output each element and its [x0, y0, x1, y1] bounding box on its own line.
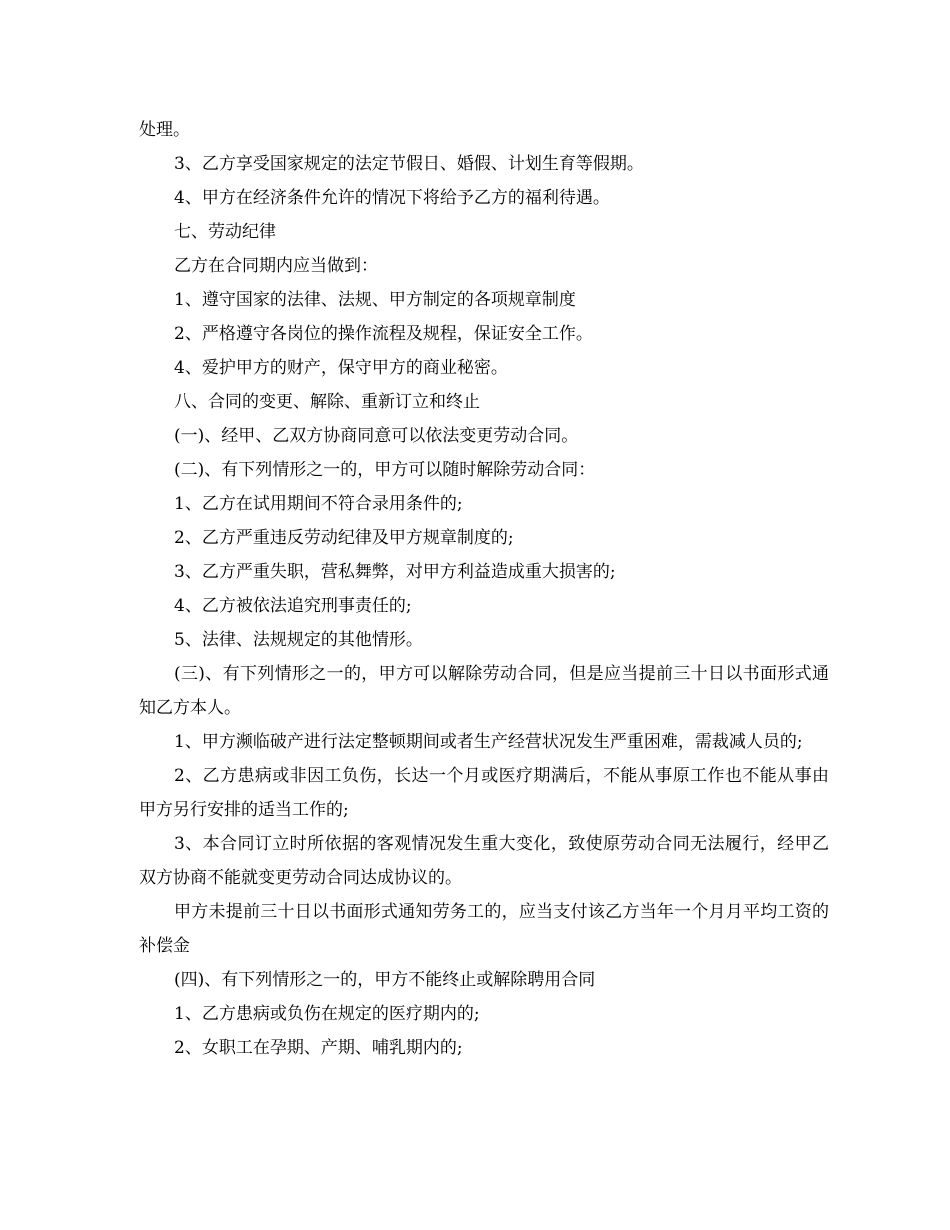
paragraph: 1、甲方濒临破产进行法定整顿期间或者生产经营状况发生严重困难，需裁减人员的;: [174, 732, 803, 752]
paragraph: 3、乙方享受国家规定的法定节假日、婚假、计划生育等假期。: [174, 154, 644, 174]
paragraph: 处理。: [139, 120, 190, 140]
paragraph: 1、乙方在试用期间不符合录用条件的;: [174, 494, 463, 514]
paragraph: 2、严格遵守各岗位的操作流程及规程，保证安全工作。: [174, 324, 593, 344]
paragraph: 3、本合同订立时所依据的客观情况发生重大变化，致使原劳动合同无法履行，经甲乙双方协商不能就变更劳动合同达成协议的。: [139, 834, 829, 888]
paragraph: 2、乙方严重违反劳动纪律及甲方规章制度的;: [174, 528, 514, 548]
paragraph: (二)、有下列情形之一的，甲方可以随时解除劳动合同：: [174, 460, 596, 480]
document-body: [139, 113, 829, 1065]
paragraph: 4、甲方在经济条件允许的情况下将给予乙方的福利待遇。: [174, 188, 610, 208]
paragraph: 2、女职工在孕期、产期、哺乳期内的;: [174, 1038, 463, 1058]
paragraph: (三)、有下列情形之一的，甲方可以解除劳动合同，但是应当提前三十日以书面形式通知乙方本人。: [139, 664, 829, 718]
paragraph: (四)、有下列情形之一的，甲方不能终止或解除聘用合同: [174, 970, 596, 990]
paragraph: (一)、经甲、乙双方协商同意可以依法变更劳动合同。: [174, 426, 579, 446]
paragraph: 2、乙方患病或非因工负伤，长达一个月或医疗期满后，不能从事原工作也不能从事由甲方另行安排的适当工作的;: [139, 766, 829, 820]
paragraph: 甲方未提前三十日以书面形式通知劳务工的，应当支付该乙方当年一个月月平均工资的补偿金: [139, 902, 829, 956]
paragraph: 乙方在合同期内应当做到：: [174, 256, 378, 276]
section-heading: 七、劳动纪律: [174, 222, 276, 242]
paragraph: 1、乙方患病或负伤在规定的医疗期内的;: [174, 1004, 480, 1024]
paragraph: 5、法律、法规规定的其他情形。: [174, 630, 423, 650]
paragraph: 1、遵守国家的法律、法规、甲方制定的各项规章制度: [174, 290, 576, 310]
paragraph: 3、乙方严重失职，营私舞弊，对甲方利益造成重大损害的;: [174, 562, 616, 582]
paragraph: 4、乙方被依法追究刑事责任的;: [174, 596, 412, 616]
paragraph: 4、爱护甲方的财产，保守甲方的商业秘密。: [174, 358, 508, 378]
section-heading: 八、合同的变更、解除、重新订立和终止: [174, 392, 480, 412]
